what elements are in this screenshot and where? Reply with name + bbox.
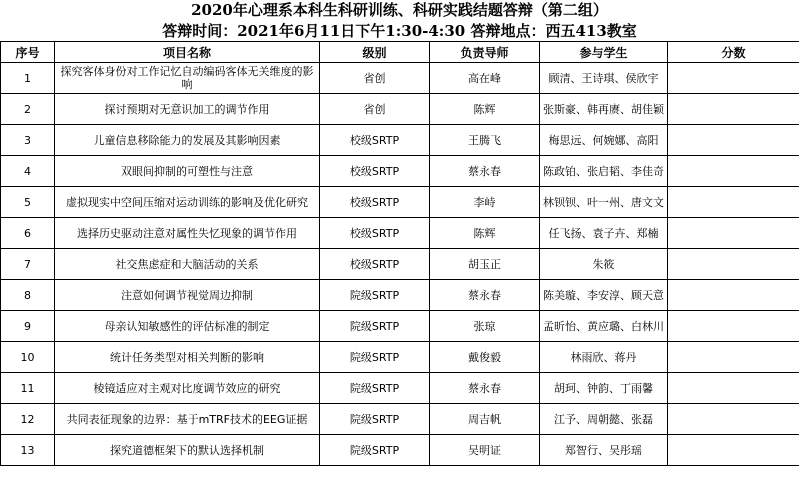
cell-project: 双眼间抑制的可塑性与注意 xyxy=(55,156,320,187)
cell-students: 林雨欣、蒋丹 xyxy=(540,342,668,373)
table-body xyxy=(1,63,799,466)
cell-index: 1 xyxy=(1,63,55,94)
cell-advisor: 周吉帆 xyxy=(430,404,540,435)
cell-level: 校级SRTP xyxy=(320,218,430,249)
cell-students: 顾清、王诗琪、侯欣宇 xyxy=(540,63,668,94)
cell-advisor: 张琼 xyxy=(430,311,540,342)
cell-advisor: 王腾飞 xyxy=(430,125,540,156)
header-level: 级别 xyxy=(320,42,430,63)
cell-index: 9 xyxy=(1,311,55,342)
cell-project: 选择历史驱动注意对属性失忆现象的调节作用 xyxy=(55,218,320,249)
cell-students: 孟昕怡、黄应璐、白林川 xyxy=(540,311,668,342)
table-row xyxy=(1,187,799,218)
cell-level: 校级SRTP xyxy=(320,156,430,187)
defense-schedule-table xyxy=(0,41,799,466)
cell-level: 院级SRTP xyxy=(320,373,430,404)
table-row xyxy=(1,342,799,373)
cell-advisor: 李峙 xyxy=(430,187,540,218)
cell-project: 虚拟现实中空间压缩对运动训练的影响及优化研究 xyxy=(55,187,320,218)
cell-score[interactable] xyxy=(668,342,799,373)
table-row xyxy=(1,156,799,187)
cell-level: 省创 xyxy=(320,63,430,94)
cell-score[interactable] xyxy=(668,404,799,435)
cell-index: 2 xyxy=(1,94,55,125)
cell-score[interactable] xyxy=(668,218,799,249)
header-index: 序号 xyxy=(1,42,55,63)
cell-index: 13 xyxy=(1,435,55,466)
cell-level: 省创 xyxy=(320,94,430,125)
cell-project: 棱镜适应对主观对比度调节效应的研究 xyxy=(55,373,320,404)
cell-score[interactable] xyxy=(668,311,799,342)
cell-index: 8 xyxy=(1,280,55,311)
cell-score[interactable] xyxy=(668,280,799,311)
cell-advisor: 陈辉 xyxy=(430,94,540,125)
cell-students: 郑智行、吴彤瑶 xyxy=(540,435,668,466)
cell-advisor: 陈辉 xyxy=(430,218,540,249)
cell-students: 陈政铂、张启韬、李佳奇 xyxy=(540,156,668,187)
cell-students: 朱筱 xyxy=(540,249,668,280)
cell-level: 院级SRTP xyxy=(320,342,430,373)
table-row xyxy=(1,280,799,311)
cell-advisor: 蔡永春 xyxy=(430,280,540,311)
cell-level: 院级SRTP xyxy=(320,280,430,311)
cell-score[interactable] xyxy=(668,125,799,156)
cell-level: 校级SRTP xyxy=(320,125,430,156)
cell-level: 校级SRTP xyxy=(320,249,430,280)
cell-students: 张斯豪、韩再赓、胡佳颖 xyxy=(540,94,668,125)
cell-index: 7 xyxy=(1,249,55,280)
cell-students: 任飞扬、袁子卉、郑楠 xyxy=(540,218,668,249)
cell-index: 12 xyxy=(1,404,55,435)
header-advisor: 负责导师 xyxy=(430,42,540,63)
cell-level: 院级SRTP xyxy=(320,404,430,435)
cell-index: 4 xyxy=(1,156,55,187)
cell-project: 统计任务类型对相关判断的影响 xyxy=(55,342,320,373)
cell-project: 注意如何调节视觉周边抑制 xyxy=(55,280,320,311)
table-row xyxy=(1,125,799,156)
cell-score[interactable] xyxy=(668,156,799,187)
header-project: 项目名称 xyxy=(55,42,320,63)
cell-advisor: 戴俊毅 xyxy=(430,342,540,373)
cell-score[interactable] xyxy=(668,187,799,218)
table-row xyxy=(1,63,799,94)
cell-index: 3 xyxy=(1,125,55,156)
cell-advisor: 胡玉正 xyxy=(430,249,540,280)
cell-level: 校级SRTP xyxy=(320,187,430,218)
cell-score[interactable] xyxy=(668,373,799,404)
cell-students: 梅思远、何婉娜、高阳 xyxy=(540,125,668,156)
cell-level: 院级SRTP xyxy=(320,435,430,466)
cell-advisor: 蔡永春 xyxy=(430,373,540,404)
cell-index: 5 xyxy=(1,187,55,218)
cell-advisor: 蔡永春 xyxy=(430,156,540,187)
page-subtitle: 答辩时间：2021年6月11日下午1:30-4:30 答辩地点：西五413教室 xyxy=(162,22,637,40)
cell-project: 探讨预期对无意识加工的调节作用 xyxy=(55,94,320,125)
table-row xyxy=(1,373,799,404)
header-score: 分数 xyxy=(668,42,799,63)
table-row xyxy=(1,404,799,435)
cell-score[interactable] xyxy=(668,94,799,125)
table-row xyxy=(1,94,799,125)
cell-students: 林钡钡、叶一州、唐文文 xyxy=(540,187,668,218)
table-row xyxy=(1,311,799,342)
cell-project: 探究道德框架下的默认选择机制 xyxy=(55,435,320,466)
cell-level: 院级SRTP xyxy=(320,311,430,342)
cell-students: 陈美璇、李安淳、顾天意 xyxy=(540,280,668,311)
cell-score[interactable] xyxy=(668,249,799,280)
table-row xyxy=(1,218,799,249)
header-students: 参与学生 xyxy=(540,42,668,63)
cell-students: 江予、周朝懿、张磊 xyxy=(540,404,668,435)
page-title: 2020年心理系本科生科研训练、科研实践结题答辩（第二组） xyxy=(191,1,608,19)
cell-index: 10 xyxy=(1,342,55,373)
cell-score[interactable] xyxy=(668,435,799,466)
cell-score[interactable] xyxy=(668,63,799,94)
cell-students: 胡珂、钟韵、丁雨馨 xyxy=(540,373,668,404)
cell-project: 母亲认知敏感性的评估标准的制定 xyxy=(55,311,320,342)
cell-project: 探究客体身份对工作记忆自动编码客体无关维度的影响 xyxy=(55,63,320,94)
cell-index: 6 xyxy=(1,218,55,249)
table-header-row xyxy=(1,42,799,63)
table-row xyxy=(1,249,799,280)
cell-index: 11 xyxy=(1,373,55,404)
table-row xyxy=(1,435,799,466)
cell-project: 儿童信息移除能力的发展及其影响因素 xyxy=(55,125,320,156)
cell-project: 共同表征现象的边界：基于mTRF技术的EEG证据 xyxy=(55,404,320,435)
cell-advisor: 高在峰 xyxy=(430,63,540,94)
cell-advisor: 吴明证 xyxy=(430,435,540,466)
cell-project: 社交焦虑症和大脑活动的关系 xyxy=(55,249,320,280)
